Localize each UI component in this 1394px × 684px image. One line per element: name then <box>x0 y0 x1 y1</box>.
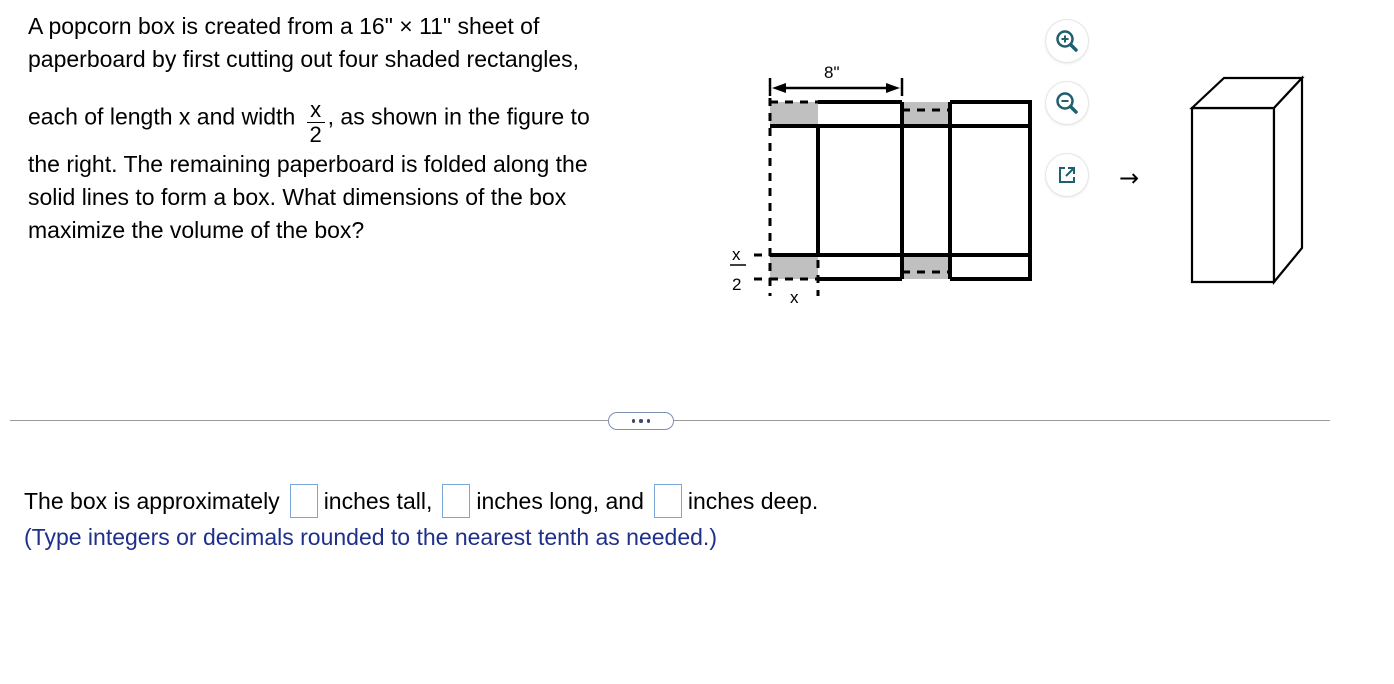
problem-line-4: the right. The remaining paperboard is folded along the <box>28 151 588 177</box>
problem-line-2: paperboard by first cutting out four shaded rectangles, <box>28 46 580 72</box>
answer-hint: (Type integers or decimals rounded to the nearest tenth as needed.) <box>24 524 717 550</box>
label-left-2: 2 <box>732 275 742 294</box>
zoom-in-button[interactable] <box>1046 20 1088 62</box>
answer-text-3: inches long, and <box>476 488 644 514</box>
answer-text-2: inches tall, <box>323 488 433 514</box>
problem-line-3-after: , as shown in the figure to <box>327 103 590 130</box>
problem-line-5: solid lines to form a box. What dimensions of the box <box>28 184 567 210</box>
long-input[interactable] <box>442 484 470 518</box>
shaded-rect-top-left <box>770 102 818 126</box>
deep-input[interactable] <box>654 484 682 518</box>
width-fraction <box>306 98 326 147</box>
sheet-figure <box>720 50 1040 310</box>
problem-line-3-before: each of length x and width <box>28 103 296 130</box>
popout-button[interactable] <box>1046 154 1088 196</box>
problem-line-1: A popcorn box is created from a 16" × 11" sheet of <box>28 13 540 39</box>
label-8in: 8" <box>824 63 840 82</box>
dot-icon <box>632 419 636 423</box>
shaded-rect-bottom-right <box>902 255 950 279</box>
dot-icon <box>647 419 651 423</box>
shaded-rect-top-right <box>902 102 950 126</box>
zoom-in-icon <box>1054 28 1080 54</box>
answer-text-4: inches deep. <box>687 488 819 514</box>
label-left-x: x <box>732 245 741 264</box>
more-options-button[interactable] <box>608 412 674 430</box>
shaded-rect-bottom-left <box>770 255 818 279</box>
popcorn-box-figure <box>1180 70 1310 290</box>
zoom-out-button[interactable] <box>1046 82 1088 124</box>
tall-input[interactable] <box>290 484 318 518</box>
solid-fold-lines <box>770 102 1032 279</box>
problem-statement <box>28 10 678 247</box>
popout-icon <box>1055 163 1079 187</box>
fraction-denominator: 2 <box>309 122 322 147</box>
fraction-numerator: x <box>310 97 322 122</box>
label-bottom-x: x <box>790 288 799 307</box>
right-arrow-icon: → <box>1119 164 1140 192</box>
answer-section <box>24 484 818 554</box>
answer-text-1: The box is approximately <box>24 488 280 514</box>
dot-icon <box>639 419 643 423</box>
zoom-out-icon <box>1054 90 1080 116</box>
problem-line-6: maximize the volume of the box? <box>28 217 365 243</box>
answer-row <box>24 484 818 518</box>
problem-line-3 <box>28 94 678 147</box>
